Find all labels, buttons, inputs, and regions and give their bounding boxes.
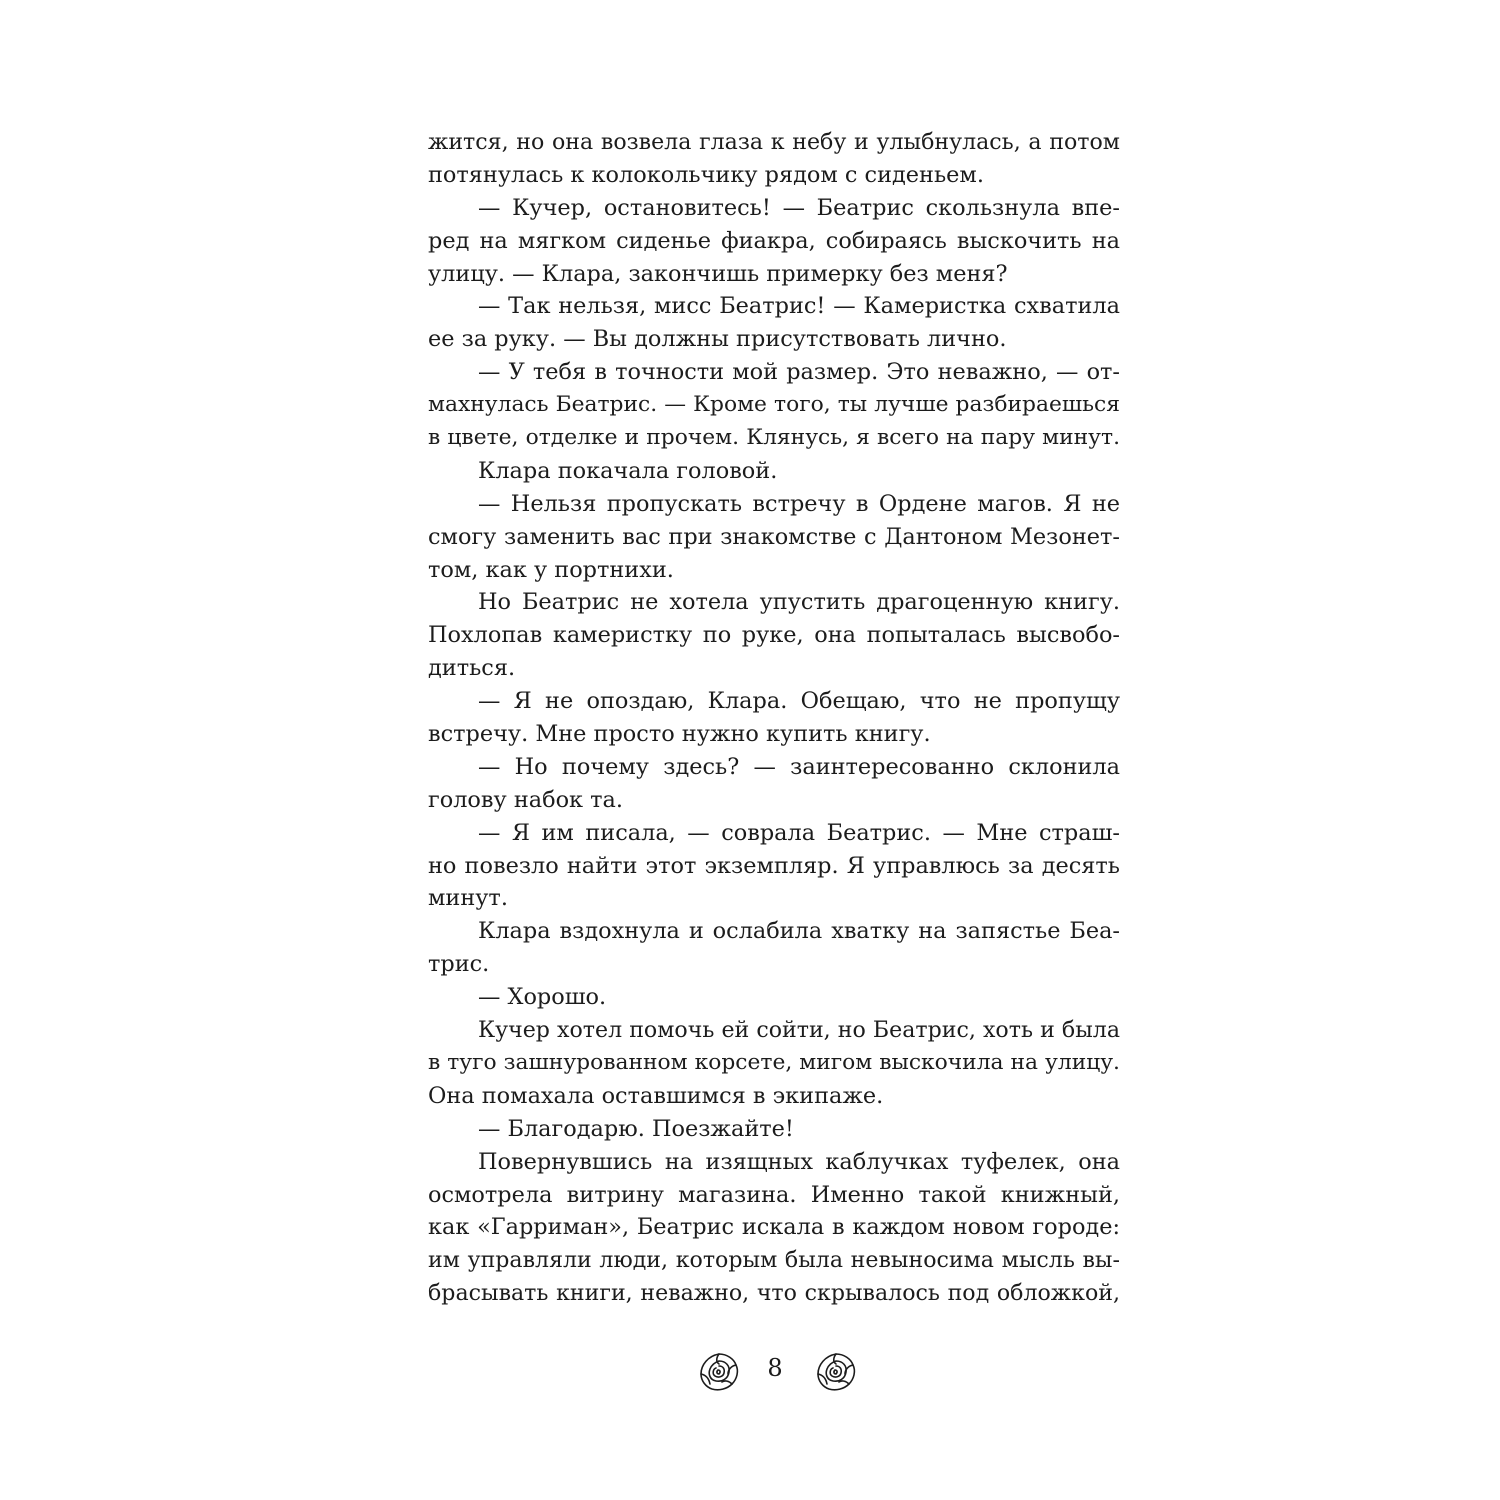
- text-line: — Я им писала, — соврала Беатрис. — Мне страш-: [478, 819, 1120, 846]
- text-line: жится, но она возвела глаза к небу и улыбнулась, а потом: [428, 129, 1120, 155]
- text-line: брасывать книги, неважно, что скрывалось под обложкой,: [428, 1280, 1120, 1307]
- text-line: Она помахала оставшимся в экипаже.: [428, 1082, 884, 1109]
- text-line: улицу. — Клара, закончишь примерку без меня?: [428, 260, 1008, 287]
- text-line: ее за руку. — Вы должны присутствовать лично.: [428, 326, 1007, 353]
- page-footer: [0, 1350, 1500, 1394]
- text-line: — Благодарю. Поезжайте!: [478, 1115, 794, 1142]
- text-line: Повернувшись на изящных каблучках туфелек, она: [478, 1148, 1120, 1175]
- text-line: смогу заменить вас при знакомстве с Дантоном Мезонет-: [428, 523, 1120, 550]
- text-line: голову набок та.: [428, 786, 624, 813]
- text-line: — Кучер, остановитесь! — Беатрис скользнула впе-: [478, 194, 1120, 221]
- text-line: махнулась Беатрис. — Кроме того, ты лучше разбираешься: [428, 392, 1120, 418]
- text-line: диться.: [428, 655, 516, 682]
- text-line: как «Гарриман», Беатрис искала в каждом новом городе:: [428, 1214, 1120, 1241]
- text-line: им управляли люди, которым была невыносима мысль вы-: [428, 1247, 1120, 1274]
- book-page-text: [428, 126, 1120, 1310]
- text-line: — Я не опоздаю, Клара. Обещаю, что не пропущу: [478, 688, 1120, 715]
- text-line: Кучер хотел помочь ей сойти, но Беатрис, хоть и была: [478, 1017, 1120, 1044]
- text-line: — Но почему здесь? — заинтересованно склонила: [478, 753, 1120, 780]
- page-number: 8: [767, 1354, 783, 1382]
- text-line: — Нельзя пропускать встречу в Ордене магов. Я не: [478, 490, 1120, 517]
- text-line: Похлопав камеристку по руке, она попыталась высвобо-: [428, 622, 1120, 649]
- text-line: потянулась к колокольчику рядом с сиденьем.: [428, 161, 984, 188]
- text-line: в туго зашнурованном корсете, мигом выскочила на улицу.: [428, 1049, 1120, 1075]
- text-line: — Так нельзя, мисс Беатрис! — Камеристка схватила: [478, 293, 1120, 320]
- text-line: в цвете, отделке и прочем. Клянусь, я всего на пару минут.: [428, 425, 1120, 451]
- text-line: Клара вздохнула и ослабила хватку на запястье Беа-: [478, 918, 1120, 945]
- text-line: — Хорошо.: [478, 984, 607, 1011]
- text-line: осмотрела витрину магазина. Именно такой книжный,: [428, 1181, 1120, 1208]
- text-line: Но Беатрис не хотела упустить драгоценную книгу.: [478, 589, 1120, 616]
- text-line: минут.: [428, 885, 508, 912]
- text-line: Клара покачала головой.: [478, 457, 778, 484]
- text-line: — У тебя в точности мой размер. Это неважно, — от-: [478, 359, 1120, 386]
- text-line: но повезло найти этот экземпляр. Я управлюсь за десять: [428, 852, 1120, 879]
- text-line: встречу. Мне просто нужно купить книгу.: [428, 721, 931, 748]
- text-line: ред на мягком сиденье фиакра, собираясь выскочить на: [428, 227, 1120, 254]
- text-line: трис.: [428, 951, 490, 978]
- rose-icon: [697, 1350, 741, 1394]
- rose-icon: [814, 1350, 858, 1394]
- text-line: том, как у портнихи.: [428, 556, 674, 583]
